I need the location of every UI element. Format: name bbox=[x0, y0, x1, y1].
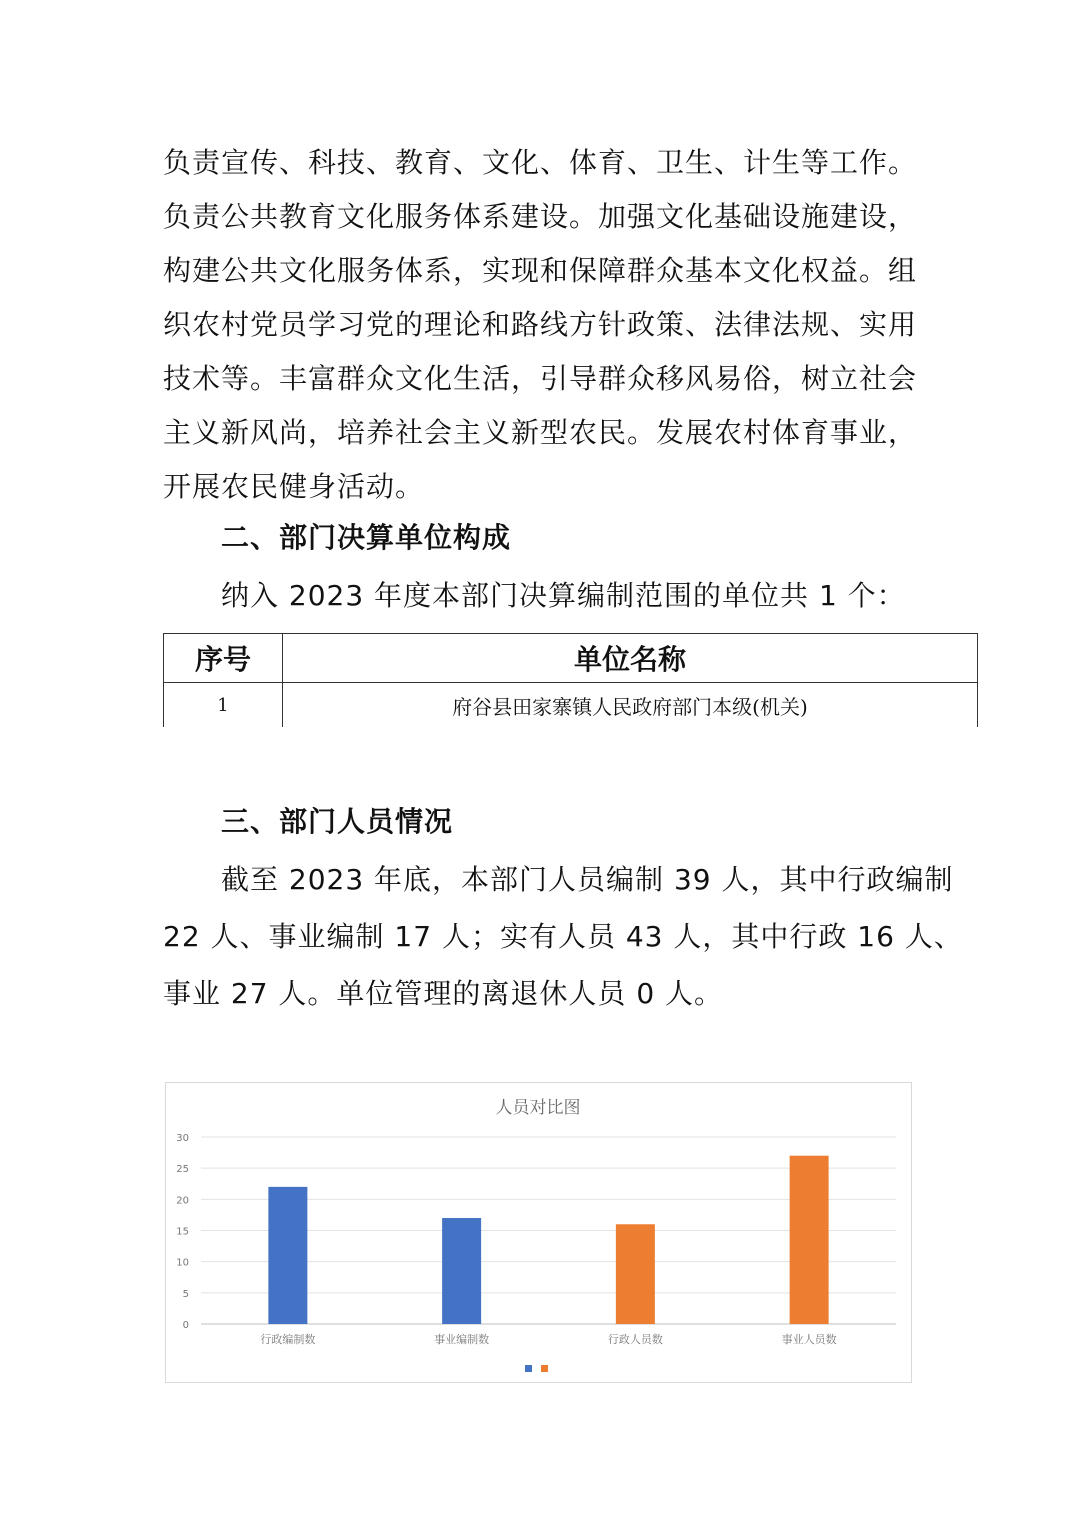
cell-serial: 1 bbox=[164, 683, 283, 728]
y-tick-label: 0 bbox=[182, 1320, 189, 1331]
unit-table bbox=[163, 633, 978, 727]
section-heading-staff: 三、部门人员情况 bbox=[221, 805, 454, 838]
bar bbox=[616, 1224, 655, 1324]
cell-unit-name: 府谷县田家寨镇人民政府部门本级(机关) bbox=[283, 683, 978, 728]
legend-swatch bbox=[525, 1365, 532, 1372]
y-tick-label: 25 bbox=[176, 1164, 189, 1176]
y-tick-label: 15 bbox=[176, 1226, 189, 1238]
header-unit-name: 单位名称 bbox=[283, 634, 978, 683]
header-serial: 序号 bbox=[164, 634, 283, 683]
staff-text-line: 事业 27 人。单位管理的离退休人员 0 人。 bbox=[163, 977, 724, 1010]
x-tick-label: 事业编制数 bbox=[434, 1333, 490, 1346]
table-header-row bbox=[164, 634, 978, 683]
y-tick-label: 30 bbox=[176, 1133, 189, 1144]
y-tick-label: 10 bbox=[176, 1257, 189, 1269]
text-line: 织农村党员学习党的理论和路线方针政策、法律法规、实用 bbox=[163, 308, 918, 341]
text-line: 负责公共教育文化服务体系建设。加强文化基础设施建设， bbox=[163, 200, 918, 233]
text-line: 构建公共文化服务体系，实现和保障群众基本文化权益。组 bbox=[163, 254, 918, 287]
bar bbox=[268, 1187, 307, 1324]
text-line: 主义新风尚，培养社会主义新型农民。发展农村体育事业， bbox=[163, 416, 918, 449]
bar bbox=[442, 1218, 481, 1324]
staff-comparison-chart bbox=[165, 1082, 912, 1383]
staff-text-line: 截至 2023 年底，本部门人员编制 39 人，其中行政编制 bbox=[221, 863, 954, 896]
table-row bbox=[164, 683, 978, 728]
text-line: 负责宣传、科技、教育、文化、体育、卫生、计生等工作。 bbox=[163, 146, 918, 179]
text-line: 技术等。丰富群众文化生活，引导群众移风易俗，树立社会 bbox=[163, 362, 918, 395]
y-tick-label: 5 bbox=[182, 1288, 189, 1300]
bar bbox=[790, 1156, 829, 1324]
staff-text-line: 22 人、事业编制 17 人；实有人员 43 人，其中行政 16 人、 bbox=[163, 920, 963, 953]
x-tick-label: 行政编制数 bbox=[260, 1333, 316, 1346]
chart-svg bbox=[166, 1083, 911, 1382]
section-heading-unit-composition: 二、部门决算单位构成 bbox=[221, 521, 512, 554]
x-tick-label: 事业人员数 bbox=[781, 1333, 837, 1346]
unit-count-text: 纳入 2023 年度本部门决算编制范围的单位共 1 个： bbox=[221, 579, 906, 612]
chart-title: 人员对比图 bbox=[495, 1098, 581, 1118]
y-tick-label: 20 bbox=[176, 1195, 189, 1207]
legend-swatch bbox=[541, 1365, 548, 1372]
x-tick-label: 行政人员数 bbox=[607, 1333, 663, 1346]
text-line: 开展农民健身活动。 bbox=[163, 470, 425, 503]
